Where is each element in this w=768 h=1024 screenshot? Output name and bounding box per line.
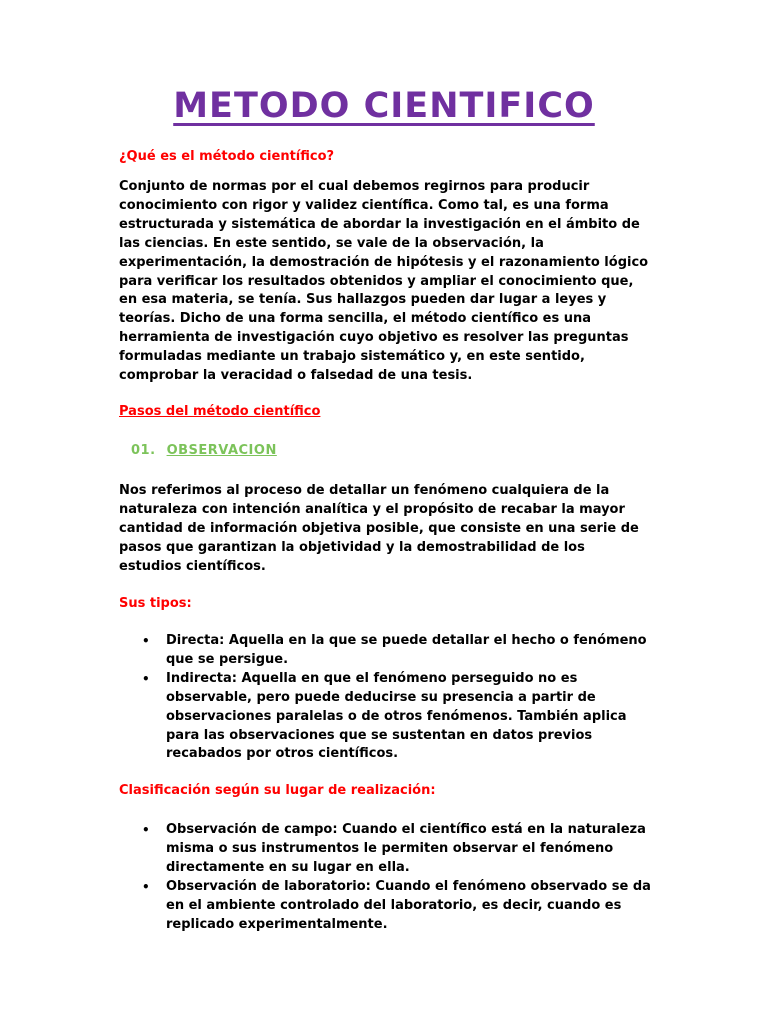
types-heading: Sus tipos: [119,596,192,611]
list-item [142,670,661,765]
bullet-icon: • [142,634,150,648]
observation-paragraph: Nos referimos al proceso de detallar un fenómeno cualquiera de la naturaleza con intención analítica y el propósito de recabar la mayor cantidad de información objetiva posible, que consiste en una serie de pasos que garantizan la objetividad y la demostrabilidad de los estudios científicos. [119,483,639,574]
list-item-text: Observación de campo: Cuando el científico está en la naturaleza misma o sus instrumentos le permiten observar el fenómeno directamente en su lugar en ella. [166,822,646,875]
bullet-icon: • [142,671,150,686]
types-list [142,632,661,764]
list-item [142,821,661,878]
classification-list [142,821,661,934]
steps-heading: Pasos del método científico [119,404,321,419]
classification-heading: Clasificación según su lugar de realización: [119,783,436,798]
list-item [142,632,661,670]
list-item-text: Directa: Aquella en la que se puede detallar el hecho o fenómeno que se persigue. [166,633,647,667]
intro-paragraph: Conjunto de normas por el cual debemos regirnos para producir conocimiento con rigor y validez científica. Como tal, es una forma estructurada y sistemática de abordar la investigación en el ámbito de las ciencias. En este sentido, se vale de la observación, la experimentación, la demostración de hipótesis y el razonamiento lógico para verificar los resultados obtenidos y ampliar el conocimiento que, en esa materia, se tenía. Sus hallazgos pueden dar lugar a leyes y teorías. Dicho de una forma sencilla, el método científico es una herramienta de investigación cuyo objetivo es resolver las preguntas formuladas mediante un trabajo sistemático y, en este sentido, comprobar la veracidad o falsedad de una tesis. [119,179,649,384]
bullet-icon: • [142,823,150,837]
question-heading: ¿Qué es el método científico? [119,149,335,164]
step-number: 01. [131,443,156,458]
list-item-text: Indirecta: Aquella en que el fenómeno perseguido no es observable, pero puede deducirse su presencia a partir de observaciones paralelas o de otros fenómenos. También aplica para las observaciones que se sustentan en datos previos recabados por otros científicos. [166,670,627,762]
list-item-text: Observación de laboratorio: Cuando el fenómeno observado se da en el ambiente controlado del laboratorio, es decir, cuando es replicado experimentalmente. [166,878,651,932]
step-observation-heading [131,443,277,458]
list-item [142,878,661,935]
step-label: OBSERVACION [166,443,277,458]
bullet-icon: • [142,879,150,894]
page-title: METODO CIENTIFICO [173,86,595,126]
